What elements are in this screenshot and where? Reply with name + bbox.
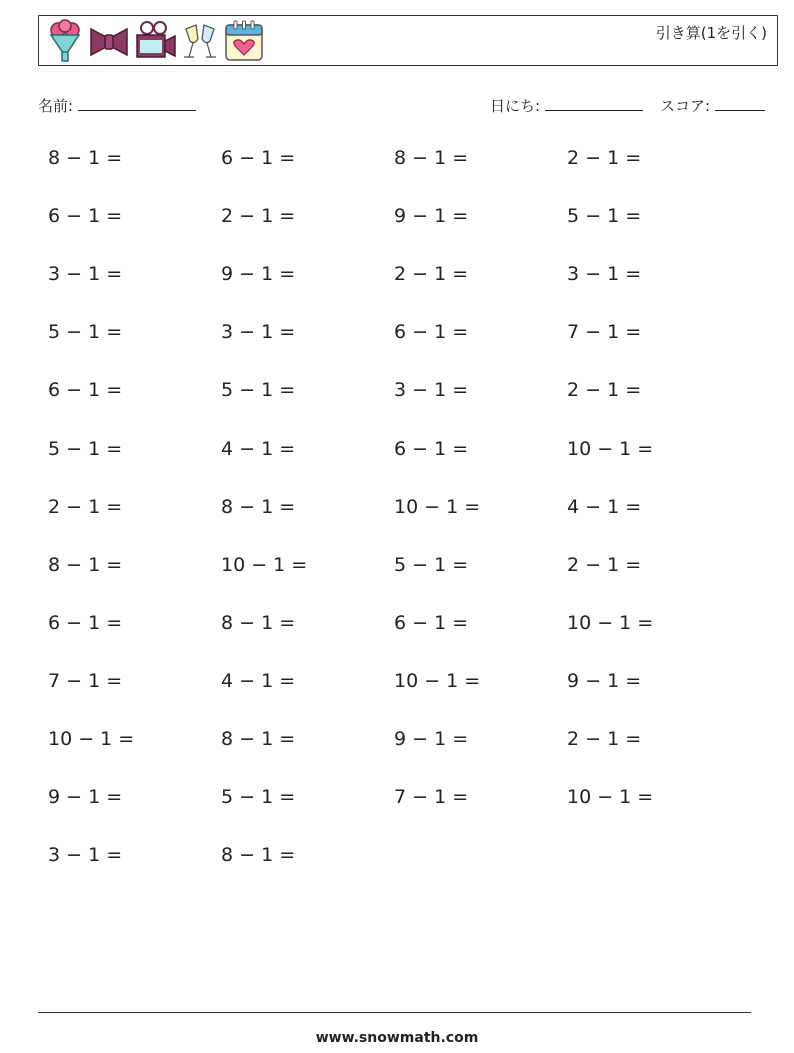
- date-blank[interactable]: [545, 96, 643, 111]
- problem-item: 10 − 1 =: [567, 786, 654, 809]
- problem-item: 8 − 1 =: [221, 611, 296, 634]
- problem-item: 3 − 1 =: [48, 844, 123, 867]
- problem-item: 10 − 1 =: [567, 611, 654, 634]
- problem-item: 6 − 1 =: [394, 437, 469, 460]
- problem-item: 8 − 1 =: [221, 495, 296, 518]
- problem-item: 5 − 1 =: [48, 321, 123, 344]
- problem-item: 8 − 1 =: [48, 553, 123, 576]
- worksheet-title: 引き算(1を引く): [655, 24, 767, 42]
- problem-item: 6 − 1 =: [48, 379, 123, 402]
- problem-item: 2 − 1 =: [48, 495, 123, 518]
- header-icons: [45, 19, 265, 63]
- name-label: 名前:: [38, 97, 74, 115]
- problem-item: 6 − 1 =: [394, 321, 469, 344]
- problem-item: 4 − 1 =: [221, 437, 296, 460]
- date-label: 日にち:: [490, 97, 541, 115]
- problem-item: 8 − 1 =: [48, 147, 123, 169]
- date-field: [490, 95, 643, 116]
- problem-item: 2 − 1 =: [567, 728, 642, 750]
- problem-item: 3 − 1 =: [221, 321, 296, 344]
- problem-item: 9 − 1 =: [48, 786, 123, 809]
- footer-divider: [38, 1012, 751, 1013]
- worksheet-header: [38, 15, 778, 66]
- problem-item: 3 − 1 =: [394, 379, 469, 402]
- problem-item: 2 − 1 =: [567, 379, 642, 402]
- problem-item: 2 − 1 =: [567, 147, 642, 169]
- problem-item: 5 − 1 =: [221, 786, 296, 809]
- problem-item: 8 − 1 =: [221, 844, 296, 867]
- problem-item: 7 − 1 =: [48, 669, 123, 692]
- problem-item: 5 − 1 =: [394, 553, 469, 576]
- problem-item: 8 − 1 =: [394, 147, 469, 169]
- movie-camera-icon: [133, 19, 177, 63]
- bow-tie-icon: [88, 19, 130, 63]
- problem-item: 6 − 1 =: [48, 205, 123, 228]
- problem-item: 9 − 1 =: [394, 205, 469, 228]
- problem-item: 6 − 1 =: [394, 611, 469, 634]
- name-field: [38, 95, 196, 116]
- problem-item: 6 − 1 =: [221, 147, 296, 169]
- problem-item: 5 − 1 =: [48, 437, 123, 460]
- problem-item: 10 − 1 =: [394, 495, 481, 518]
- problem-item: 3 − 1 =: [48, 263, 123, 286]
- problem-item: 10 − 1 =: [394, 669, 481, 692]
- problem-item: 10 − 1 =: [48, 728, 135, 750]
- problem-item: 5 − 1 =: [567, 205, 642, 228]
- problem-item: 4 − 1 =: [567, 495, 642, 518]
- footer-website: www.snowmath.com: [315, 1030, 479, 1046]
- problem-item: 9 − 1 =: [394, 728, 469, 750]
- problem-item: 10 − 1 =: [567, 437, 654, 460]
- problem-item: 4 − 1 =: [221, 669, 296, 692]
- score-blank[interactable]: [715, 96, 765, 111]
- problem-item: 3 − 1 =: [567, 263, 642, 286]
- score-label: スコア:: [660, 97, 711, 115]
- problem-item: 7 − 1 =: [394, 786, 469, 809]
- problem-item: 9 − 1 =: [221, 263, 296, 286]
- problem-item: 2 − 1 =: [567, 553, 642, 576]
- problem-item: 7 − 1 =: [567, 321, 642, 344]
- problem-item: 2 − 1 =: [221, 205, 296, 228]
- problem-item: 8 − 1 =: [221, 728, 296, 750]
- problem-item: 6 − 1 =: [48, 611, 123, 634]
- problem-item: 2 − 1 =: [394, 263, 469, 286]
- problem-item: 9 − 1 =: [567, 669, 642, 692]
- bouquet-icon: [45, 19, 85, 63]
- score-field: [660, 95, 765, 116]
- problem-item: 10 − 1 =: [221, 553, 308, 576]
- problem-item: 5 − 1 =: [221, 379, 296, 402]
- name-blank[interactable]: [78, 96, 196, 111]
- calendar-heart-icon: [223, 19, 265, 63]
- champagne-glasses-icon: [180, 19, 220, 63]
